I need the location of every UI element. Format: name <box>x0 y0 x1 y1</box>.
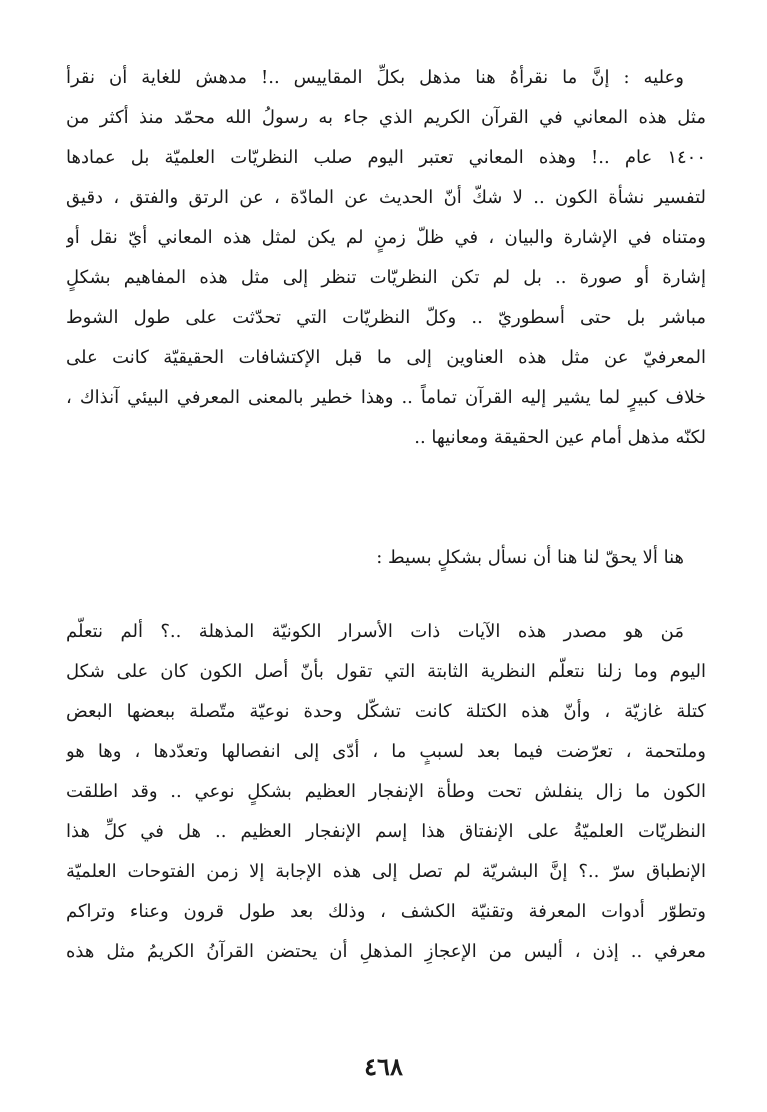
text-line: وعليه : إنَّ ما نقرأهُ هنا مذهل بكلِّ المقاييس ..! مدهش للغاية أن نقرأ <box>66 67 684 88</box>
text-line: هنا ألا يحقّ لنا هنا أن نسأل بشكلٍ بسيط : <box>376 547 684 568</box>
text-line: وتطوّر أدوات المعرفة وتقنيّة الكشف ، وذلك بعد طول قرون وعناء وتراكم <box>66 901 706 922</box>
text-line: خلاف كبيرٍ لما يشير إليه القرآن تماماً .. وهذا خطير بالمعنى المعرفي البيئي آنذاك ، <box>66 387 706 408</box>
paragraph-3 <box>66 612 706 972</box>
paragraph-2 <box>66 538 706 578</box>
page-number: ٤٦٨ <box>364 1052 403 1081</box>
text-line: إشارة أو صورة .. بل لم تكن النظريّات تنظر إلى مثل هذه المفاهيم بشكلٍ <box>66 267 706 288</box>
text-line: الإنطباق سرّ ..؟ إنَّ البشريّة لم تصل إلى هذه الإجابة إلا زمن الفتوحات العلميّة <box>66 861 706 882</box>
text-line: مثل هذه المعاني في القرآن الكريم الذي جاء به رسولُ الله محمّد منذ أكثر من <box>66 107 706 128</box>
text-line: لكنّه مذهل أمام عين الحقيقة ومعانيها .. <box>414 427 706 448</box>
text-line: لتفسير نشأة الكون .. لا شكّ أنّ الحديث عن المادّة ، عن الرتق والفتق ، دقيق <box>66 187 706 208</box>
paragraph-1 <box>66 58 706 458</box>
text-line: النظريّات العلميّةُ على الإنفتاق هذا إسم الإنفجار العظيم .. هل في كلِّ هذا <box>66 821 706 842</box>
text-line: معرفي .. إذن ، أليس من الإعجازِ المذهلِ أن يحتضن القرآنُ الكريمُ مثل هذه <box>66 941 706 962</box>
text-line: المعرفيّ عن مثل هذه العناوين إلى ما قبل الإكتشافات الحقيقيّة كانت على <box>66 347 706 368</box>
text-line: مَن هو مصدر هذه الآيات ذات الأسرار الكونيّة المذهلة ..؟ ألم نتعلّم <box>66 621 684 642</box>
text-line: كتلة غازيّة ، وأنّ هذه الكتلة كانت تشكّل وحدة نوعيّة متّصلة ببعضها البعض <box>66 701 706 722</box>
text-line: وملتحمة ، تعرّضت فيما بعد لسببٍ ما ، أدّى إلى انفصالها وتعدّدها ، وها هو <box>66 741 706 762</box>
text-line: الكون ما زال ينفلش تحت وطأة الإنفجار العظيم بشكلٍ نوعي .. وقد اطلقت <box>66 781 706 802</box>
text-line: ومتناه في الإشارة والبيان ، في ظلّ زمنٍ لم يكن لمثل هذه المعاني أيّ نقل أو <box>66 227 706 248</box>
text-line: اليوم وما زلنا نتعلّم النظرية الثابتة التي تقول بأنّ أصل الكون كان على شكل <box>66 661 706 682</box>
text-line: مباشر بل حتى أسطوريّ .. وكلّ النظريّات التي تحدّثت على طول الشوط <box>66 307 706 328</box>
text-line: ١٤٠٠ عام ..! وهذه المعاني تعتبر اليوم صلب النظريّات العلميّة بل عمادها <box>66 147 706 168</box>
